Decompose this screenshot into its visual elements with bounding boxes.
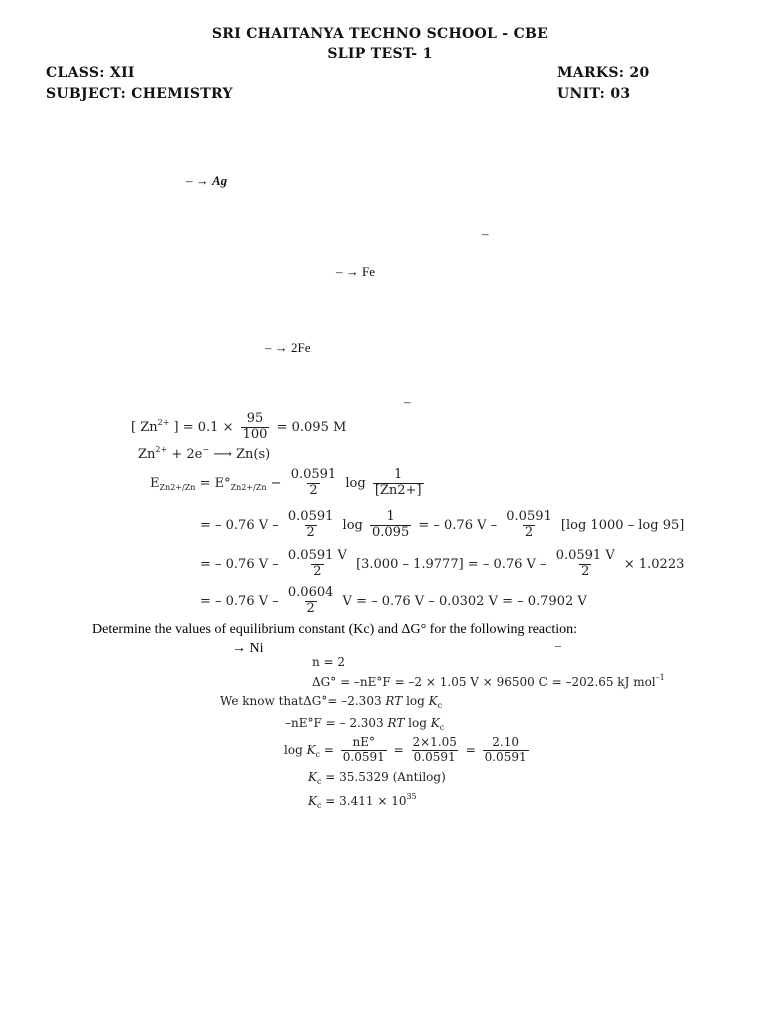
question-dash: – [555, 638, 561, 652]
l2-f1-den: 2 [306, 524, 315, 540]
l2-f3-num: 0.0591 [506, 509, 552, 524]
nernst-fraction-1 [289, 468, 339, 499]
l3-f1-den: 2 [313, 563, 322, 579]
kc1-k: K [308, 770, 317, 784]
l4-a: = – 0.76 V – [200, 593, 279, 609]
logk-f3-den: 0.0591 [484, 749, 527, 764]
nernst-eq: = [199, 475, 211, 491]
rxn-sup: 2+ [155, 445, 168, 454]
delta-g-line [312, 673, 665, 689]
rxn-zn: Zn [138, 447, 156, 462]
l2-fraction-2 [370, 510, 411, 541]
fragment-dash-2: – [404, 394, 411, 409]
l3-a: = – 0.76 V – [200, 556, 279, 572]
nernst-step-2 [200, 510, 684, 541]
logk-a: log [284, 742, 303, 757]
l4-b: V = – 0.76 V – 0.0302 V = – 0.7902 V [342, 593, 587, 609]
nernst-f2-num: 1 [394, 467, 403, 482]
l3-c: × 1.0223 [623, 556, 685, 572]
know-rt: RT [385, 694, 403, 708]
know-b: log [406, 694, 425, 708]
logk-fraction-3 [483, 736, 529, 765]
nernst-sub0: Zn2+/Zn [230, 482, 267, 492]
question-reaction: → Ni [232, 641, 264, 656]
we-know-line [220, 694, 442, 710]
kc2-v: = 3.411 × 10 [325, 794, 407, 808]
logk-f3-num: 2.10 [492, 735, 519, 749]
nernst-f2-den: [Zn2+] [374, 482, 422, 498]
nernst-sub: Zn2+/Zn [159, 482, 196, 492]
conc-rhs: = 0.095 M [276, 419, 347, 435]
logk-f1-num: nE° [352, 735, 375, 749]
kc2-k: K [308, 794, 317, 808]
kc1-v: = 35.5329 (Antilog) [325, 770, 446, 784]
know-c: c [437, 701, 443, 710]
test-title: SLIP TEST- 1 [327, 46, 433, 62]
marks-label: MARKS: 20 [557, 65, 650, 81]
logk-f2-num: 2×1.05 [412, 735, 457, 749]
nef-b: log [408, 716, 427, 730]
nernst-f1-den: 2 [309, 482, 318, 498]
logk-f2-den: 0.0591 [413, 749, 456, 764]
log-kc-line [284, 736, 532, 765]
logk-eq-3: = [465, 742, 476, 757]
know-k: K [428, 694, 438, 708]
l3-fraction-2 [554, 549, 617, 580]
l2-f1-num: 0.0591 [287, 509, 334, 524]
class-label: CLASS: XII [46, 65, 135, 81]
logk-k: K [306, 742, 316, 757]
l3-f2-num: 0.0591 V [555, 548, 615, 563]
logk-c: c [315, 749, 321, 759]
kc-value-line [308, 792, 417, 810]
conc-num: 95 [246, 411, 264, 426]
l2-fraction-1 [286, 510, 336, 541]
nernst-e: E [150, 475, 160, 491]
conc-lhs: [ Zn [131, 419, 158, 435]
l2-f3-den: 2 [524, 524, 534, 540]
nef-k: K [430, 716, 440, 730]
fragment-ag-reaction [186, 173, 227, 189]
conc-fraction [241, 412, 270, 443]
l3-fraction-1 [286, 549, 349, 580]
l2-a: = – 0.76 V – [200, 517, 279, 533]
l2-c: [log 1000 – log 95] [560, 517, 685, 533]
conc-mid: ] = 0.1 × [173, 419, 234, 435]
kc1-c: c [316, 777, 322, 786]
l3-f2-den: 2 [581, 563, 590, 579]
nernst-f1-num: 0.0591 [290, 467, 337, 482]
conc-den: 100 [242, 426, 268, 442]
kc-antilog-line [308, 770, 446, 786]
nernst-equation [150, 468, 427, 499]
fragment-ag: Ag [212, 173, 228, 188]
logk-fraction-2 [410, 736, 458, 765]
fragment-arrow: – → [186, 173, 209, 188]
fragment-dash: – [482, 226, 489, 241]
nernst-e0: E° [214, 475, 231, 491]
reduction-reaction [138, 445, 270, 462]
conc-sup: 2+ [157, 417, 170, 427]
nernst-step-4 [200, 586, 587, 617]
nernst-step-3 [200, 549, 684, 580]
rxn-mid: + 2e [171, 447, 203, 462]
l2-b: = – 0.76 V – [418, 517, 498, 533]
dg-a: ΔG° = –nE°F = –2 × 1.05 V × 96500 C = –202.65 kJ mol [312, 675, 656, 689]
nernst-minus: − [270, 475, 282, 491]
subject-label: SUBJECT: CHEMISTRY [46, 86, 233, 102]
fragment-2fe-reaction: – → 2Fe [265, 340, 311, 355]
l4-f-den: 2 [306, 600, 315, 616]
nernst-fraction-2 [373, 468, 424, 499]
unit-label: UNIT: 03 [557, 86, 631, 102]
question-text: Determine the values of equilibrium constant (Kc) and ΔG° for the following reaction: [92, 622, 578, 637]
kc2-sup: 35 [406, 792, 417, 801]
school-title: SRI CHAITANYA TECHNO SCHOOL - CBE [211, 26, 549, 42]
logk-eq: = [323, 742, 334, 757]
logk-fraction-1 [341, 736, 387, 765]
l4-fraction [286, 586, 336, 617]
l2-fraction-3 [504, 510, 554, 541]
nef-c: c [439, 723, 445, 732]
l2-f2-num: 1 [386, 509, 395, 524]
nernst-log: log [345, 475, 366, 491]
fragment-fe-reaction: – → Fe [336, 264, 375, 279]
rxn-esup: − [202, 445, 210, 454]
kc2-c: c [316, 801, 322, 810]
l3-b: [3.000 – 1.9777] = – 0.76 V – [356, 556, 547, 572]
concentration-equation [131, 412, 346, 443]
n-value: n = 2 [312, 655, 346, 669]
nef-line [285, 716, 444, 732]
logk-f1-den: 0.0591 [342, 749, 385, 764]
know-a: We know thatΔG°= –2.303 [220, 694, 382, 708]
long-arrow-icon: ⟶ [213, 447, 232, 462]
rxn-rhs: Zn(s) [235, 447, 271, 462]
l2-log: log [342, 517, 363, 533]
l2-f2-den: 0.095 [372, 524, 410, 540]
logk-eq-2: = [393, 742, 404, 757]
nef-rt: RT [387, 716, 405, 730]
dg-sup: –1 [655, 673, 665, 682]
l3-f1-num: 0.0591 V [287, 548, 347, 563]
nef-a: –nE°F = – 2.303 [285, 716, 384, 730]
l4-f-num: 0.0604 [287, 585, 334, 600]
